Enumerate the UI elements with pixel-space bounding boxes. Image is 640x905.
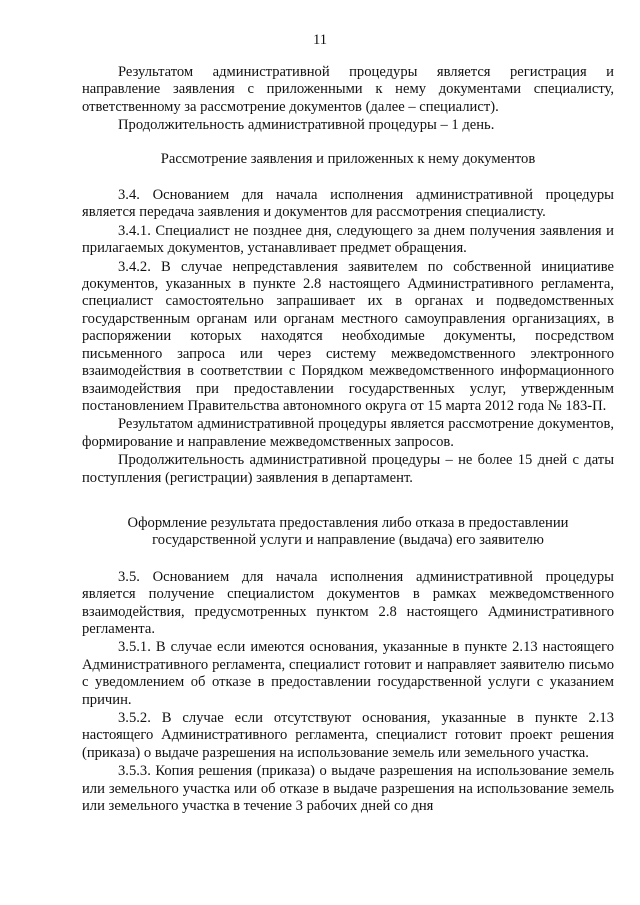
page-number: 11 <box>312 32 328 48</box>
paragraph: 3.5. Основанием для начала исполнения административной процедуры является получение специалистом документов в рамках межведомственного взаимодействия, предусмотренных пунктом 2.8 настоящего Административного регламента. <box>82 568 614 637</box>
section-heading: Рассмотрение заявления и приложенных к нему документов <box>160 150 536 167</box>
paragraph: Продолжительность административной процедуры – 1 день. <box>118 117 495 134</box>
paragraph: 3.4.1. Специалист не позднее дня, следующего за днем получения заявления и прилагаемых документов, устанавливает предмет обращения. <box>82 222 614 257</box>
paragraph: Результатом административной процедуры является регистрация и направление заявления с приложенными к нему документами специалисту, ответственному за рассмотрение документов (далее – специалист). <box>82 64 614 115</box>
paragraph: 3.5.2. В случае если отсутствуют основания, указанные в пункте 2.13 настоящего Административного регламента, специалист готовит проект решения (приказа) о выдаче разрешения на использование земель или земельного участка. <box>82 710 614 761</box>
section-heading <box>82 515 614 550</box>
section-heading-line: государственной услуги и направление (выдача) его заявителю <box>152 532 544 549</box>
paragraph: 3.5.3. Копия решения (приказа) о выдаче разрешения на использование земель или земельного участка или об отказе в выдаче разрешения на использование земель или земельного участка в течение 3 рабочих дней со дня <box>82 763 614 815</box>
paragraph: 3.4. Основанием для начала исполнения административной процедуры является передача заявления и документов для рассмотрения специалисту. <box>82 187 614 221</box>
paragraph: Результатом административной процедуры является рассмотрение документов, формирование и направление межведомственных запросов. <box>82 416 614 450</box>
paragraph: 3.5.1. В случае если имеются основания, указанные в пункте 2.13 настоящего Административного регламента, специалист готовит и направляет заявителю письмо с уведомлением об отказе в предоставлении государственной услуги с указанием причин. <box>82 639 614 708</box>
paragraph: Продолжительность административной процедуры – не более 15 дней с даты поступления (регистрации) заявления в департамент. <box>82 452 614 486</box>
paragraph: 3.4.2. В случае непредставления заявителем по собственной инициативе документов, указанных в пункте 2.8 настоящего Административного регламента, специалист самостоятельно запрашивает их в органах и подведомственных государственным органам или органам местного самоуправления организациях, в распоряжении которых находятся необходимые документы, посредством письменного запроса или через систему межведомственного электронного взаимодействия в соответствии с Порядком межведомственного информационного взаимодействия при предоставлении государственных услуг, утвержденным постановлением Правительства автономного округа от 15 марта 2012 года № 183-П. <box>82 258 614 414</box>
section-heading-line: Оформление результата предоставления либо отказа в предоставлении <box>127 514 569 531</box>
document-body <box>82 64 614 815</box>
